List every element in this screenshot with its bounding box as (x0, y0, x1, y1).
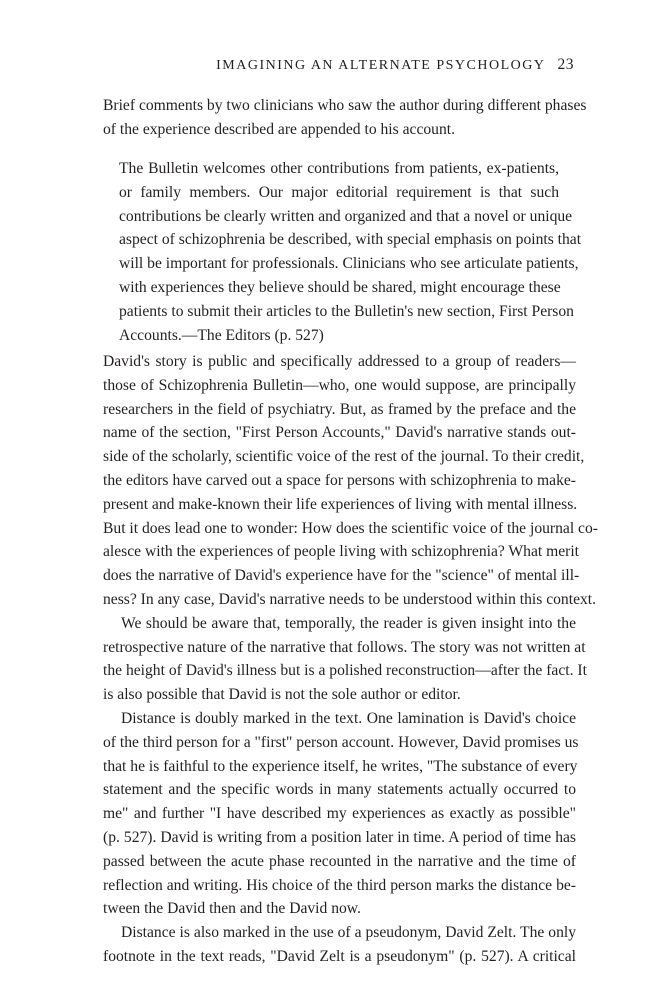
text-line: passed between the acute phase recounted in the narrative and the time of (103, 852, 576, 870)
quote-line: with experiences they believe should be shared, might encourage these (119, 278, 561, 296)
quote-line: patients to submit their articles to the Bulletin's new section, First Person (119, 302, 574, 320)
text-line: me" and further "I have described my experiences as exactly as possible" (103, 805, 576, 823)
text-line: Brief comments by two clinicians who saw the author during different phases (103, 97, 587, 114)
quote-line: contributions be clearly written and organized and that a novel or unique (119, 207, 573, 225)
text-line: name of the section, "First Person Accounts," David's narrative stands out- (103, 424, 576, 442)
text-line: But it does lead one to wonder: How does the scientific voice of the journal co- (103, 519, 598, 537)
text-line: present and make-known their life experiences of living with mental illness. (103, 495, 578, 513)
text-line: that he is faithful to the experience itself, he writes, "The substance of every (103, 757, 578, 775)
text-line: David's story is public and specifically addressed to a group of readers— (103, 353, 576, 370)
text-line: statement and the specific words in many statements actually occurred to (103, 781, 576, 799)
text-line: ness? In any case, David's narrative needs to be understood within this context. (103, 590, 597, 608)
text-line: Distance is also marked in the use of a pseudonym, David Zelt. The only (121, 924, 576, 942)
block-quote (119, 157, 582, 347)
quote-line: The Bulletin welcomes other contributions from patients, ex-patients, (119, 160, 559, 177)
text-line: of the third person for a "first" person account. However, David promises us (103, 733, 579, 751)
text-line: footnote in the text reads, "David Zelt is a pseudonym" (p. 527). A critical (103, 947, 576, 965)
text-line: the editors have carved out a space for persons with schizophrenia to make- (103, 471, 576, 489)
running-head-title: IMAGINING AN ALTERNATE PSYCHOLOGY (216, 58, 546, 73)
text-line: of the experience described are appended to his account. (103, 120, 455, 138)
text-line: is also possible that David is not the sole author or editor. (103, 686, 461, 704)
text-line: We should be aware that, temporally, the reader is given insight into the (121, 614, 576, 632)
quote-line: aspect of schizophrenia be described, with special emphasis on points that (119, 231, 582, 249)
quote-line: Accounts.—The Editors (p. 527) (119, 326, 324, 344)
text-line: those of Schizophrenia Bulletin—who, one would suppose, are principally (103, 376, 576, 394)
quote-line: or family members. Our major editorial requirement is that such (119, 183, 559, 201)
text-line: tween the David then and the David now. (103, 900, 361, 918)
text-line: the height of David's illness but is a polished reconstruction—after the fact. It (103, 662, 587, 680)
text-line: reflection and writing. His choice of the third person marks the distance be- (103, 876, 576, 894)
intro-paragraph (103, 94, 587, 142)
text-line: researchers in the field of psychiatry. But, as framed by the preface and the (103, 400, 576, 418)
text-line: alesce with the experiences of people living with schizophrenia? What merit (103, 543, 580, 561)
paragraph (103, 612, 587, 707)
quote-line: will be important for professionals. Clinicians who see articulate patients, (119, 255, 579, 273)
running-head (216, 56, 574, 74)
paragraph (103, 707, 579, 921)
text-line: (p. 527). David is writing from a position later in time. A period of time has (103, 828, 576, 846)
text-line: side of the scholarly, scientific voice of the rest of the journal. To their credit, (103, 448, 585, 466)
page-number: 23 (557, 56, 574, 73)
text-line: retrospective nature of the narrative that follows. The story was not written at (103, 638, 586, 656)
main-text (103, 350, 598, 969)
paragraph (103, 921, 576, 969)
text-line: Distance is doubly marked in the text. One lamination is David's choice (121, 709, 576, 727)
paragraph (103, 350, 598, 612)
text-line: does the narrative of David's experience have for the "science" of mental ill- (103, 567, 580, 585)
